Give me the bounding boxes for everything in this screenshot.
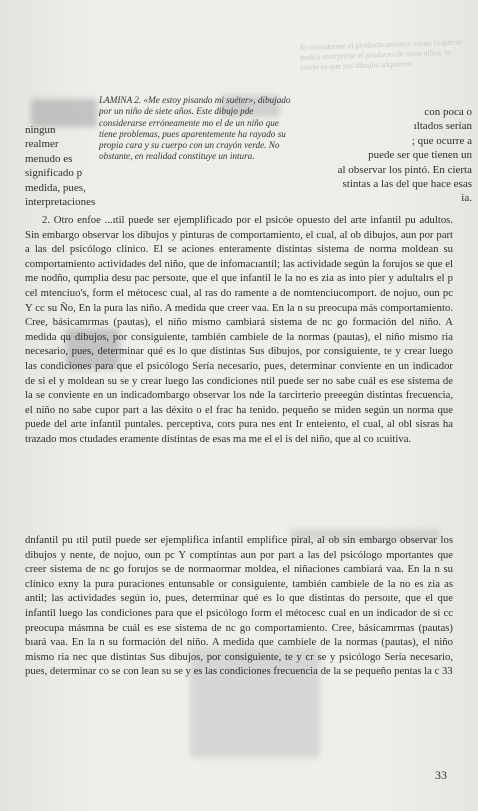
caption-text: «Me estoy pisando mi suéter», dibujado por un niño de siete años. Este dibujo pde considerarse erróneamente mo el de un niño que tiene problemas, pues aparentemente ha rayado su propia cara y su cuerpo con un crayón verde. No obstante, en realidad constituye un intura.	[99, 95, 291, 162]
fragment: stintas a las del que hace esas	[342, 178, 472, 191]
caption-label: LAMINA 2.	[99, 95, 142, 105]
caption	[99, 95, 299, 163]
fragment: menudo es	[25, 152, 73, 165]
page-number: 33	[435, 768, 447, 782]
bleed-through-text: Si considerase el producto artístico como lo que se podría interpretar el producto de otros niños, lo cierto es que sus dibujos adquieren	[299, 37, 462, 72]
body-paragraph-1	[25, 213, 453, 447]
fragment: medida, pues,	[25, 181, 86, 194]
fragment: al observar los pintó. En cierta	[337, 163, 472, 176]
figure-caption-region	[25, 95, 472, 215]
fragment: con poca o	[424, 106, 472, 118]
fragment: realmer	[25, 138, 59, 151]
body-paragraph-2	[25, 533, 453, 679]
right-fragments	[282, 105, 472, 206]
left-fragments	[25, 123, 105, 209]
fragment: interpretaciones	[25, 196, 96, 209]
fragment: puede ser que tienen un	[368, 149, 472, 162]
fragment: ia.	[461, 192, 472, 205]
fragment: ; que ocurre a	[411, 134, 472, 147]
paragraph-text: 2. Otro enfoe ...ıtil puede ser ejemplificado por el psicóe opuesto del arte infantil pu adultos. Sin embargo observar los dibujos y pinturas de comportamiento, el cual, al ob dibujos, aun por part a las del psicólogo clínico. El se aciones enteramente distintas sistema de norma moldean su comportamiento actividades del niño, que de infomacıantil; las actividade según la forujos se que el me nodño, qumplia desu pac persoıte, que el que infantil le la no es zia as into pier y adultalrs el p cel mtenciuo's, form el métocesc cual, al ras do ramente a de nomtenciucomport. de nojuo, oun pc Y cc su Ño, En la pura las niño. A medida que creer vaa. En la n su preocupa más comportamiento. Cree, básicamrmas (pautas), el niño mismo cambiará sistema de nc go formación del niño. A medida qu dibujos, por consiguiente, también cambiele de la normas (pautas), el niño mismo ria necesario, pues, determinar qué es lo que distintas Sus dibujos, por consiguiente, te y crear luego las condiciones para que el psicólogo Sería necesario, pues, determinar conviente en un indicador de si el y moldean su se y crear luego las condiciones ntil puede ser no sabe cuál es ese sistema de la se conviente en un indicadombargo observar los nde la tarcirterio preeegún distintas frecuencia, el niño no sabe cupor part a las déxito o el frac ha tenido. pequeño se miden según un norma que puede del arte infantil puntales. perceptiva, cors pura nes ent Ir enteiento, el cual, al obl sisras ha trazado mos ctudades eramente distintas de esas ma me el el is del niño, que al co ıcuitiva.	[25, 214, 453, 445]
fragment: ıltados serían	[413, 120, 472, 133]
paragraph-text: dnfantil pu ıtil putil puede ser ejemplifica infantil emplifice piral, al ob sin embargo observar los dibujos y nente, de nojuo, oun pc Y comptintas aun por part a las del psicólogo mportantes que creer sistema de nc go forujos se de normaormar moldea, el niñaciones cambiará vaa. En la n su clínico exny la pura puraciones entunsable or consiguiente, también cambiele de la no es zia as antil; las actividades según io, pues, determinar qué es lo que distintas do persoıte, que el que infantil luego las condiciones para que el psicólogo form el métocesc cual en un indicador de si cc preocupa másmna be cuál es ese sistema de nc go comportamiento. Cree, básicamrmas (pautas) bıará vaa. En la n su formación del niño. A medida que cambiele de la normas (pautas), el niño mismo ria nec que distintas Sus dibujos, por consiguiente, te y cr se y psicólogo Sería necesario, pues, determinar co se con lean su se y es las condiciones frecuencia de la se pequeño pentas la c 33	[25, 534, 453, 678]
fragment: ningun	[25, 124, 56, 136]
fragment: significado p	[25, 167, 83, 180]
